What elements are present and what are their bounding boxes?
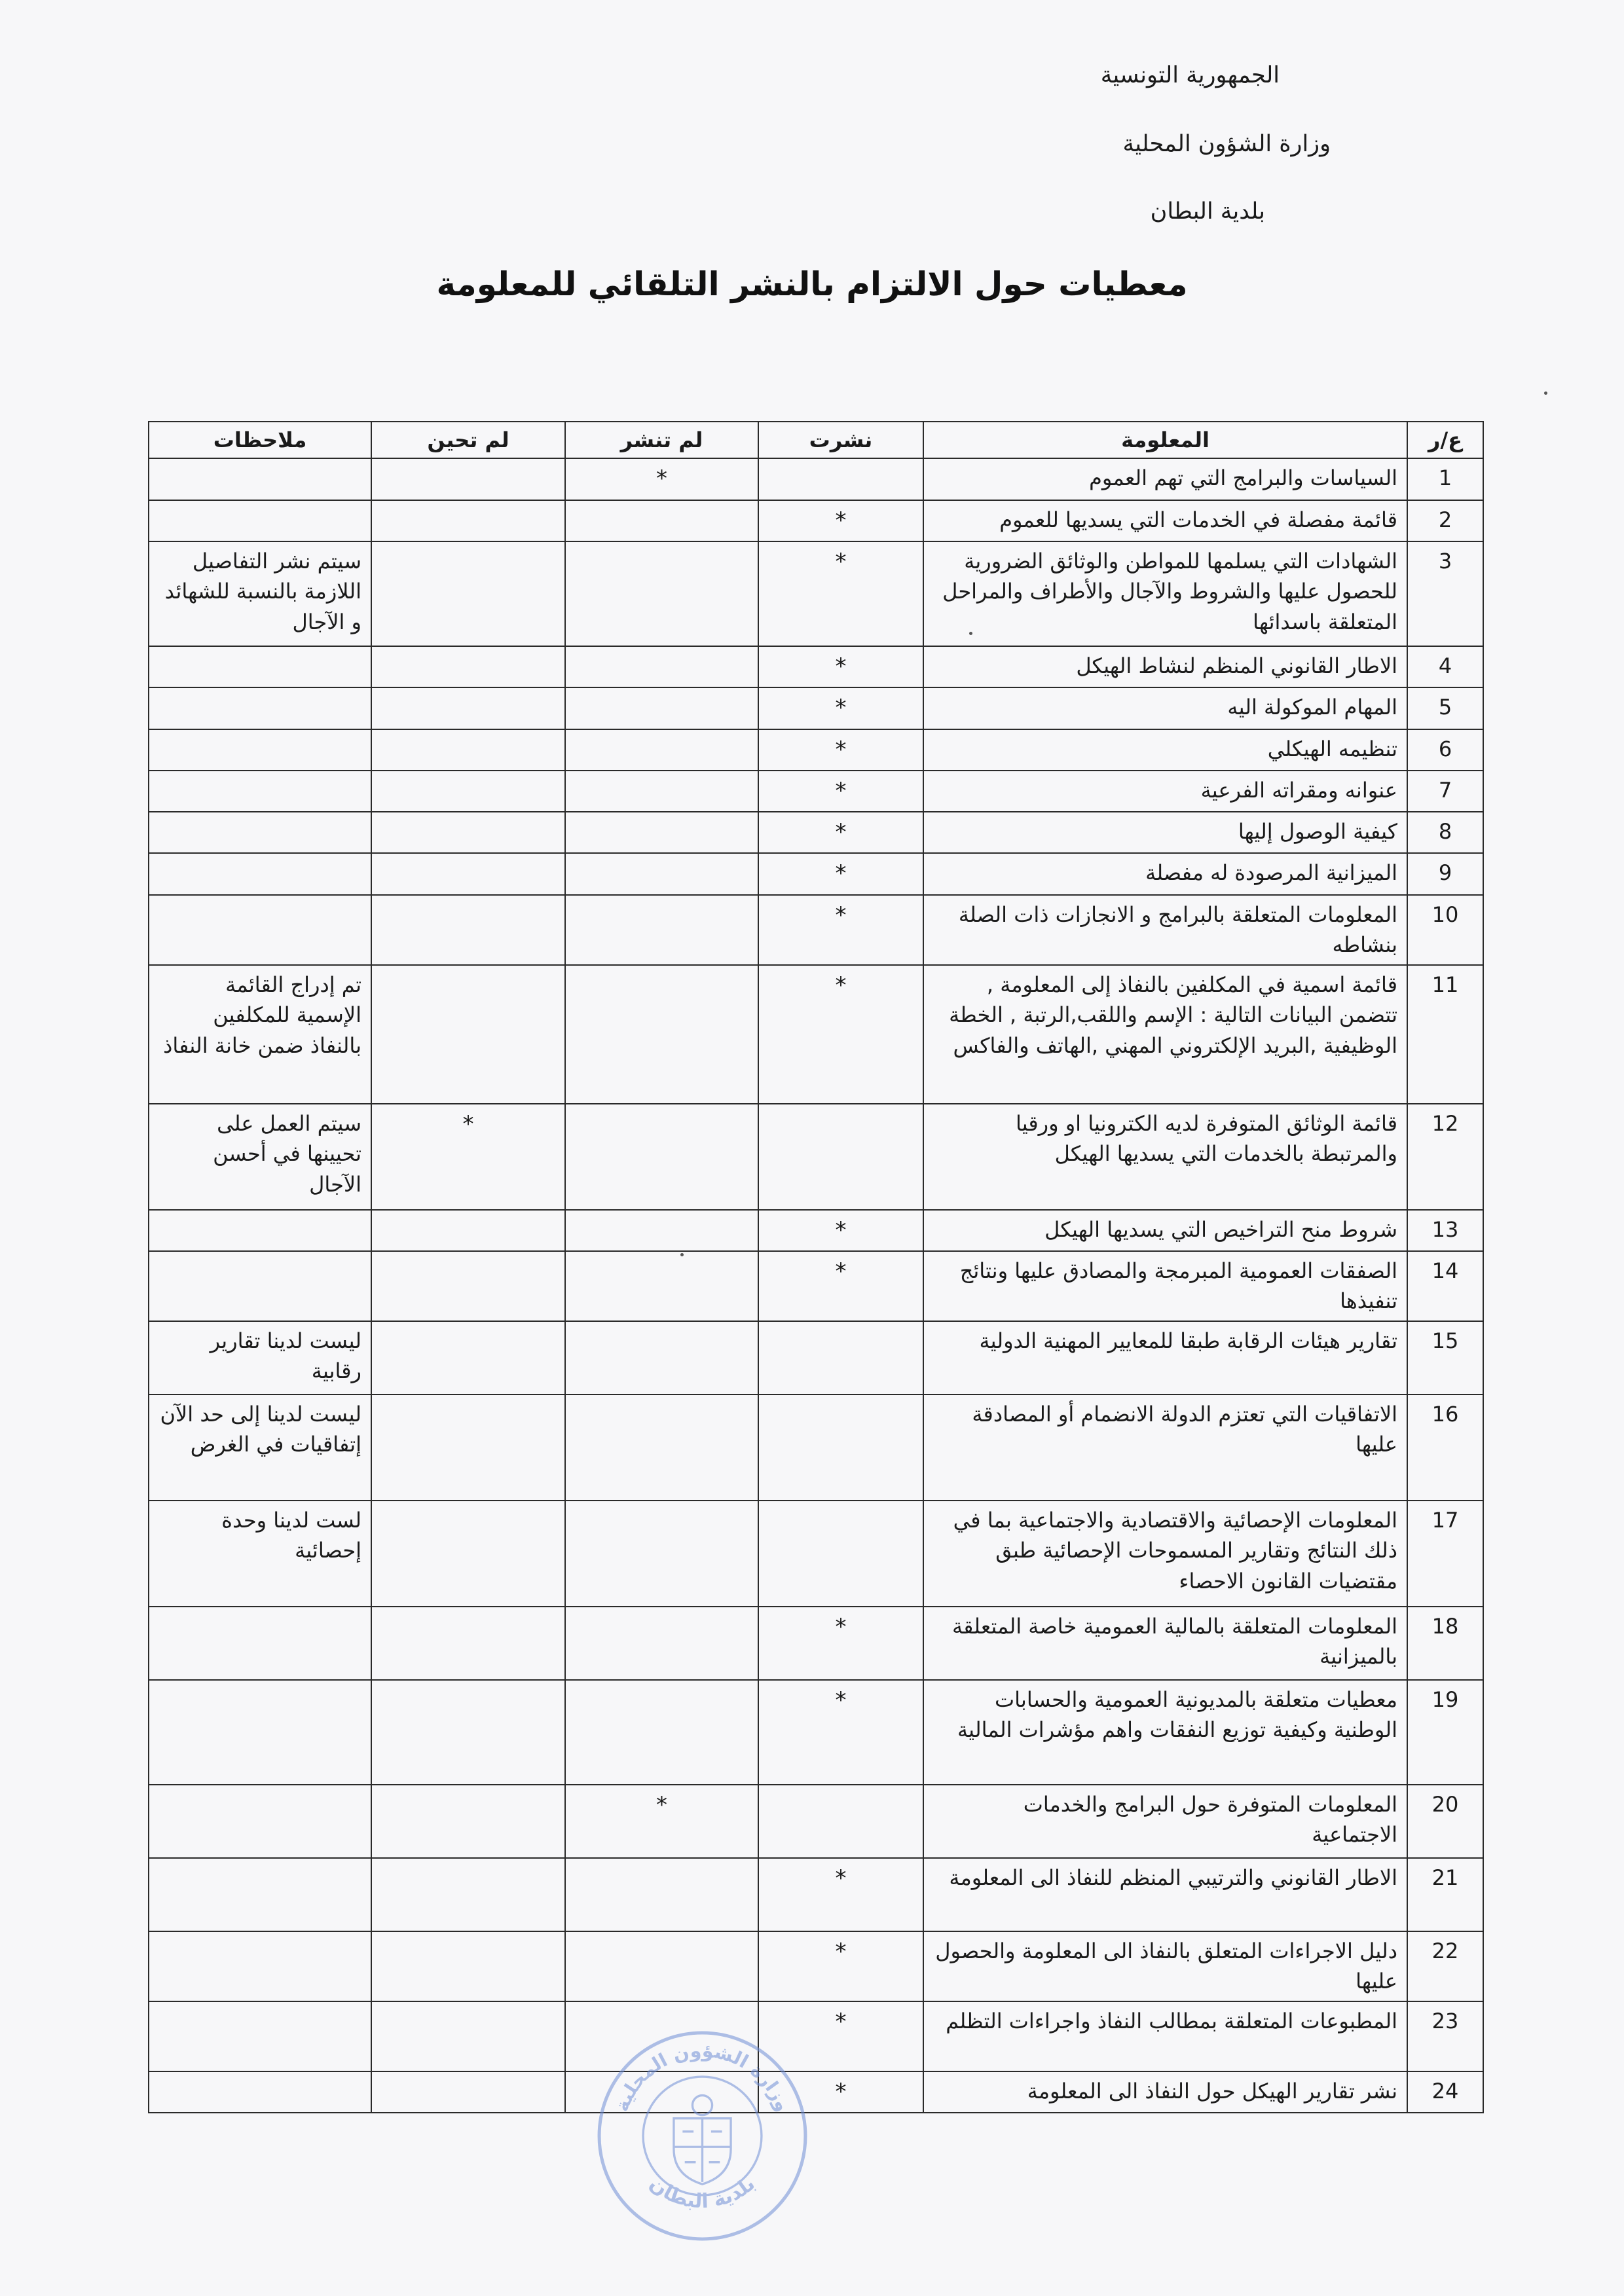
table-row bbox=[149, 1931, 1483, 2001]
col-header-information: المعلومة bbox=[923, 422, 1407, 458]
row-number: 23 bbox=[1407, 2001, 1483, 2071]
published-mark bbox=[758, 1785, 923, 1858]
table-row bbox=[149, 646, 1483, 687]
row-information: قائمة اسمية في المكلفين بالنفاذ إلى المعلومة , تتضمن البيانات التالية : الإسم واللقب,الرتبة , الخطة الوظيفية ,البريد الإلكتروني المهني ,الهاتف والفاكس bbox=[923, 965, 1407, 1104]
published-mark: * bbox=[758, 895, 923, 965]
row-information: المطبوعات المتعلقة بمطالب النفاذ واجراءات التظلم bbox=[923, 2001, 1407, 2071]
table-row bbox=[149, 1785, 1483, 1858]
row-information: نشر تقارير الهيكل حول النفاذ الى المعلومة bbox=[923, 2071, 1407, 2113]
stamp-bottom-text: بلدية البطان bbox=[645, 2172, 760, 2214]
header-republic: الجمهورية التونسية bbox=[1100, 62, 1280, 88]
not-published-mark bbox=[565, 1321, 758, 1394]
coat-of-arms-icon bbox=[674, 2096, 731, 2185]
row-note bbox=[149, 646, 371, 687]
row-information: عنوانه ومقراته الفرعية bbox=[923, 771, 1407, 812]
row-note bbox=[149, 771, 371, 812]
published-mark: * bbox=[758, 541, 923, 646]
row-number: 14 bbox=[1407, 1251, 1483, 1321]
row-information: معطيات متعلقة بالمديونية العمومية والحسابات الوطنية وكيفية توزيع النفقات واهم مؤشرات المالية bbox=[923, 1680, 1407, 1785]
table-row bbox=[149, 687, 1483, 729]
scan-speck bbox=[969, 632, 972, 635]
row-note bbox=[149, 1210, 371, 1251]
row-number: 10 bbox=[1407, 895, 1483, 965]
table-row bbox=[149, 965, 1483, 1104]
table-row bbox=[149, 1210, 1483, 1251]
row-number: 11 bbox=[1407, 965, 1483, 1104]
table-row bbox=[149, 1394, 1483, 1501]
row-information: الاطار القانوني المنظم لنشاط الهيكل bbox=[923, 646, 1407, 687]
not-published-mark bbox=[565, 1607, 758, 1680]
row-number: 1 bbox=[1407, 458, 1483, 500]
not-published-mark bbox=[565, 687, 758, 729]
not-updated-mark bbox=[371, 458, 565, 500]
table-row bbox=[149, 2071, 1483, 2113]
row-number: 20 bbox=[1407, 1785, 1483, 1858]
published-mark bbox=[758, 1501, 923, 1607]
row-number: 22 bbox=[1407, 1931, 1483, 2001]
row-information: قائمة مفصلة في الخدمات التي يسديها للعموم bbox=[923, 500, 1407, 541]
row-information: الشهادات التي يسلمها للمواطن والوثائق الضرورية للحصول عليها والشروط والآجال والأطراف والمراحل المتعلقة باسدائها bbox=[923, 541, 1407, 646]
row-note bbox=[149, 1785, 371, 1858]
row-number: 3 bbox=[1407, 541, 1483, 646]
not-published-mark bbox=[565, 541, 758, 646]
row-note bbox=[149, 729, 371, 771]
table-row bbox=[149, 812, 1483, 853]
row-information: شروط منح التراخيص التي يسديها الهيكل bbox=[923, 1210, 1407, 1251]
row-information: الصفقات العمومية المبرمجة والمصادق عليها ونتائج تنفيذها bbox=[923, 1251, 1407, 1321]
published-mark bbox=[758, 1394, 923, 1501]
not-published-mark bbox=[565, 500, 758, 541]
row-note: ليست لدينا إلى حد الآن إتفاقيات في الغرض bbox=[149, 1394, 371, 1501]
header-ministry: وزارة الشؤون المحلية bbox=[1122, 131, 1331, 157]
not-updated-mark bbox=[371, 895, 565, 965]
published-mark: * bbox=[758, 646, 923, 687]
row-note bbox=[149, 458, 371, 500]
row-information: تقارير هيئات الرقابة طبقا للمعايير المهنية الدولية bbox=[923, 1321, 1407, 1394]
published-mark: * bbox=[758, 1251, 923, 1321]
not-updated-mark bbox=[371, 1321, 565, 1394]
row-note: سيتم العمل على تحيينها في أحسن الآجال bbox=[149, 1104, 371, 1210]
row-information: تنظيمه الهيكلي bbox=[923, 729, 1407, 771]
row-note bbox=[149, 812, 371, 853]
row-information: المعلومات المتعلقة بالبرامج و الانجازات ذات الصلة بنشاطه bbox=[923, 895, 1407, 965]
table-row bbox=[149, 853, 1483, 894]
not-published-mark bbox=[565, 1680, 758, 1785]
table-row bbox=[149, 1501, 1483, 1607]
not-published-mark: * bbox=[565, 1785, 758, 1858]
row-number: 6 bbox=[1407, 729, 1483, 771]
not-updated-mark bbox=[371, 729, 565, 771]
table-row bbox=[149, 771, 1483, 812]
published-mark: * bbox=[758, 729, 923, 771]
row-number: 5 bbox=[1407, 687, 1483, 729]
published-mark: * bbox=[758, 1210, 923, 1251]
row-number: 16 bbox=[1407, 1394, 1483, 1501]
row-information: المعلومات المتعلقة بالمالية العمومية خاصة المتعلقة بالميزانية bbox=[923, 1607, 1407, 1680]
row-number: 4 bbox=[1407, 646, 1483, 687]
not-published-mark bbox=[565, 1501, 758, 1607]
table-row bbox=[149, 1104, 1483, 1210]
not-updated-mark bbox=[371, 2071, 565, 2113]
not-updated-mark bbox=[371, 1394, 565, 1501]
row-information: الاتفاقيات التي تعتزم الدولة الانضمام أو المصادقة عليها bbox=[923, 1394, 1407, 1501]
published-mark: * bbox=[758, 2001, 923, 2071]
not-published-mark bbox=[565, 1251, 758, 1321]
not-published-mark bbox=[565, 1931, 758, 2001]
row-note bbox=[149, 1251, 371, 1321]
not-updated-mark bbox=[371, 1931, 565, 2001]
row-number: 21 bbox=[1407, 1858, 1483, 1931]
row-information: كيفية الوصول إليها bbox=[923, 812, 1407, 853]
row-note: تم إدراج القائمة الإسمية للمكلفين بالنفاذ ضمن خانة النفاذ bbox=[149, 965, 371, 1104]
row-information: المعلومات المتوفرة حول البرامج والخدمات الاجتماعية bbox=[923, 1785, 1407, 1858]
published-mark: * bbox=[758, 1931, 923, 2001]
row-number: 19 bbox=[1407, 1680, 1483, 1785]
municipal-stamp bbox=[593, 2026, 812, 2246]
row-note bbox=[149, 1858, 371, 1931]
published-mark: * bbox=[758, 771, 923, 812]
row-note bbox=[149, 500, 371, 541]
table-row bbox=[149, 500, 1483, 541]
scan-speck bbox=[1544, 392, 1547, 395]
published-mark bbox=[758, 458, 923, 500]
row-note bbox=[149, 2001, 371, 2071]
published-mark: * bbox=[758, 1607, 923, 1680]
not-updated-mark bbox=[371, 1210, 565, 1251]
published-mark: * bbox=[758, 965, 923, 1104]
not-published-mark bbox=[565, 895, 758, 965]
row-note bbox=[149, 687, 371, 729]
stamp-top-text: وزارة الشؤون المحلية bbox=[610, 2039, 794, 2115]
table-row bbox=[149, 2001, 1483, 2071]
not-published-mark bbox=[565, 965, 758, 1104]
row-note: سيتم نشر التفاصيل اللازمة بالنسبة للشهائد و الآجال bbox=[149, 541, 371, 646]
not-updated-mark bbox=[371, 1501, 565, 1607]
not-published-mark: * bbox=[565, 458, 758, 500]
row-note: لست لدينا وحدة إحصائية bbox=[149, 1501, 371, 1607]
row-information: السياسات والبرامج التي تهم العموم bbox=[923, 458, 1407, 500]
not-updated-mark bbox=[371, 646, 565, 687]
not-updated-mark bbox=[371, 1607, 565, 1680]
row-note bbox=[149, 1931, 371, 2001]
row-note bbox=[149, 2071, 371, 2113]
published-mark: * bbox=[758, 1858, 923, 1931]
not-updated-mark bbox=[371, 965, 565, 1104]
table-row bbox=[149, 1251, 1483, 1321]
not-updated-mark bbox=[371, 853, 565, 894]
document-title: معطيات حول الالتزام بالنشر التلقائي للمعلومة bbox=[436, 265, 1188, 303]
table-row bbox=[149, 1680, 1483, 1785]
col-header-number: ع/ر bbox=[1407, 422, 1483, 458]
row-number: 7 bbox=[1407, 771, 1483, 812]
row-number: 17 bbox=[1407, 1501, 1483, 1607]
row-information: دليل الاجراءات المتعلق بالنفاذ الى المعلومة والحصول عليها bbox=[923, 1931, 1407, 2001]
published-mark bbox=[758, 1104, 923, 1210]
not-published-mark bbox=[565, 1858, 758, 1931]
not-updated-mark bbox=[371, 771, 565, 812]
table-row bbox=[149, 1607, 1483, 1680]
published-mark: * bbox=[758, 687, 923, 729]
row-note: ليست لدينا تقارير رقابية bbox=[149, 1321, 371, 1394]
not-published-mark bbox=[565, 812, 758, 853]
table-row bbox=[149, 895, 1483, 965]
not-updated-mark: * bbox=[371, 1104, 565, 1210]
table-header-row bbox=[149, 422, 1483, 458]
not-updated-mark bbox=[371, 687, 565, 729]
col-header-published: نشرت bbox=[758, 422, 923, 458]
row-number: 13 bbox=[1407, 1210, 1483, 1251]
not-updated-mark bbox=[371, 812, 565, 853]
published-mark: * bbox=[758, 2071, 923, 2113]
not-published-mark bbox=[565, 729, 758, 771]
scan-speck bbox=[680, 1253, 684, 1256]
not-updated-mark bbox=[371, 541, 565, 646]
row-information: المعلومات الإحصائية والاقتصادية والاجتماعية بما في ذلك النتائج وتقارير المسموحات الإحصائية طبق مقتضيات القانون الاحصاء bbox=[923, 1501, 1407, 1607]
published-mark: * bbox=[758, 500, 923, 541]
table-row bbox=[149, 458, 1483, 500]
row-note bbox=[149, 1607, 371, 1680]
table-row bbox=[149, 541, 1483, 646]
row-note bbox=[149, 895, 371, 965]
published-mark: * bbox=[758, 812, 923, 853]
publication-table bbox=[148, 421, 1484, 2113]
not-published-mark bbox=[565, 1104, 758, 1210]
row-information: الاطار القانوني والترتيبي المنظم للنفاذ الى المعلومة bbox=[923, 1858, 1407, 1931]
not-published-mark bbox=[565, 853, 758, 894]
not-updated-mark bbox=[371, 1251, 565, 1321]
row-information: المهام الموكولة اليه bbox=[923, 687, 1407, 729]
not-updated-mark bbox=[371, 1785, 565, 1858]
not-published-mark bbox=[565, 1210, 758, 1251]
not-published-mark bbox=[565, 646, 758, 687]
row-number: 24 bbox=[1407, 2071, 1483, 2113]
row-number: 12 bbox=[1407, 1104, 1483, 1210]
header-municipality: بلدية البطان bbox=[1150, 198, 1265, 225]
row-number: 15 bbox=[1407, 1321, 1483, 1394]
col-header-not-published: لم تنشر bbox=[565, 422, 758, 458]
row-information: قائمة الوثائق المتوفرة لديه الكترونيا او ورقيا والمرتبطة بالخدمات التي يسديها الهيكل bbox=[923, 1104, 1407, 1210]
row-number: 18 bbox=[1407, 1607, 1483, 1680]
published-mark: * bbox=[758, 1680, 923, 1785]
row-number: 8 bbox=[1407, 812, 1483, 853]
not-published-mark bbox=[565, 1394, 758, 1501]
table-row bbox=[149, 1858, 1483, 1931]
not-updated-mark bbox=[371, 1680, 565, 1785]
table-row bbox=[149, 1321, 1483, 1394]
not-updated-mark bbox=[371, 500, 565, 541]
not-updated-mark bbox=[371, 2001, 565, 2071]
published-mark bbox=[758, 1321, 923, 1394]
row-information: الميزانية المرصودة له مفصلة bbox=[923, 853, 1407, 894]
published-mark: * bbox=[758, 853, 923, 894]
col-header-not-updated: لم تحين bbox=[371, 422, 565, 458]
col-header-notes: ملاحظات bbox=[149, 422, 371, 458]
table-row bbox=[149, 729, 1483, 771]
row-note bbox=[149, 853, 371, 894]
not-updated-mark bbox=[371, 1858, 565, 1931]
row-note bbox=[149, 1680, 371, 1785]
row-number: 9 bbox=[1407, 853, 1483, 894]
row-number: 2 bbox=[1407, 500, 1483, 541]
not-published-mark bbox=[565, 771, 758, 812]
